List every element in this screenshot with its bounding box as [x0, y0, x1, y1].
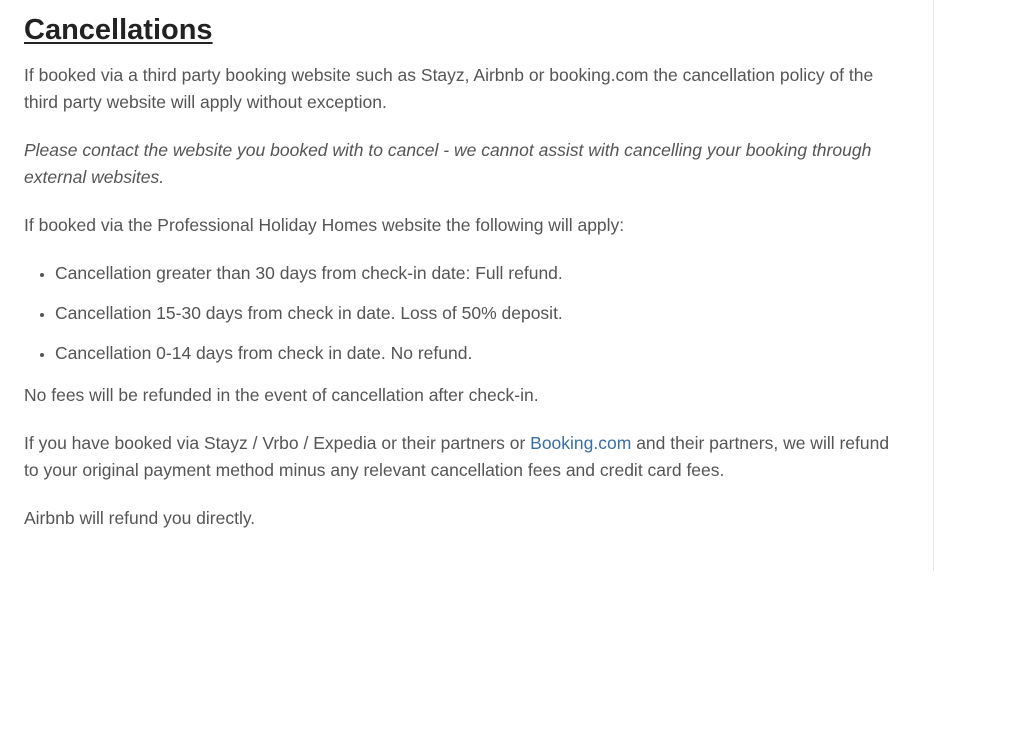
page-title: Cancellations	[24, 14, 213, 46]
contact-website-note: Please contact the website you booked with to cancel - we cannot assist with cancelling your booking through external websites.	[24, 140, 872, 187]
refund-text-start: If you have booked via Stayz / Vrbo / Expedia or their partners or	[24, 433, 531, 453]
booking-com-link[interactable]: Booking.com	[530, 433, 632, 453]
third-party-policy-text: If booked via a third party booking website such as Stayz, Airbnb or booking.com the cancellation policy of the third party website will apply without exception.	[24, 65, 874, 112]
refund-text-end: and their partners, we will refund to your original payment method minus any relevant cancellation fees and credit card fees.	[24, 433, 890, 480]
list-item: • Cancellation 15-30 days from check in date. Loss of 50% deposit.	[55, 300, 894, 327]
list-item: • Cancellation greater than 30 days from check-in date: Full refund.	[55, 260, 894, 287]
no-fees-refund-text: No fees will be refunded in the event of cancellation after check-in.	[24, 385, 539, 405]
cancellations-section	[24, 10, 894, 553]
airbnb-refund-text: Airbnb will refund you directly.	[24, 508, 256, 528]
list-item: • Cancellation 0-14 days from check in date. No refund.	[55, 340, 894, 367]
refund-method-text	[24, 430, 894, 484]
direct-booking-intro: If booked via the Professional Holiday Homes website the following will apply:	[24, 215, 625, 235]
sidebar-divider	[933, 0, 934, 571]
cancellation-policy-list	[24, 260, 894, 367]
